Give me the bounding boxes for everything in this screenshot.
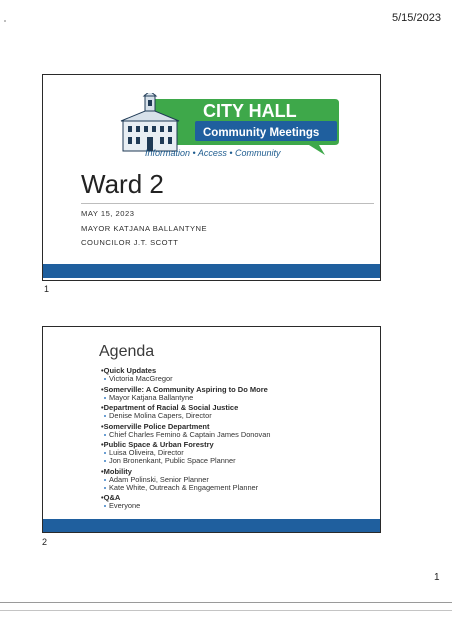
councilor-name: COUNCILOR J.T. SCOTT: [81, 238, 179, 247]
meeting-date: MAY 15, 2023: [81, 209, 135, 218]
agenda-presenter: Victoria MacGregor: [101, 375, 377, 383]
agenda-item: [101, 468, 377, 492]
agenda-presenter: Luisa Oliveira, Director: [101, 449, 377, 457]
page-number: 1: [434, 572, 440, 583]
agenda-item: [101, 441, 377, 465]
scan-speck: [4, 20, 6, 22]
agenda-heading: •Somerville Police Department: [101, 421, 210, 431]
scan-edge-line: [0, 602, 452, 603]
agenda-presenter: Denise Molina Capers, Director: [101, 412, 377, 420]
agenda-presenter: Everyone: [101, 502, 377, 510]
title-divider: [81, 203, 374, 204]
agenda-presenter: Jon Bronenkant, Public Space Planner: [101, 457, 377, 465]
agenda-item: [101, 494, 377, 510]
agenda-item: [101, 404, 377, 420]
slide-footer-band: [43, 519, 380, 533]
agenda-heading: •Somerville: A Community Aspiring to Do More: [101, 384, 268, 394]
slide-title: Ward 2: [81, 169, 164, 199]
agenda-list: [101, 367, 377, 513]
slide-number-1: 1: [44, 284, 50, 294]
slide-2: [42, 326, 381, 533]
slide-number-2: 2: [42, 537, 48, 547]
agenda-item: [101, 423, 377, 439]
agenda-heading: •Mobility: [101, 466, 132, 476]
slide-footer-band: [43, 264, 380, 278]
agenda-presenter: Chief Charles Femino & Captain James Donovan: [101, 431, 377, 439]
logo-line2: Community Meetings: [203, 127, 320, 139]
agenda-item: [101, 386, 377, 402]
scan-edge-line: [0, 610, 452, 611]
agenda-heading: •Public Space & Urban Forestry: [101, 440, 214, 449]
logo-line1: CITY HALL: [203, 101, 297, 121]
logo-tagline: Information • Access • Community: [145, 148, 281, 158]
slide-1: [42, 74, 381, 281]
agenda-title: Agenda: [99, 343, 155, 360]
mayor-name: MAYOR KATJANA BALLANTYNE: [81, 224, 208, 233]
agenda-presenter: Adam Polinski, Senior Planner: [101, 476, 377, 484]
agenda-heading: •Quick Updates: [101, 366, 157, 375]
agenda-heading: •Q&A: [101, 493, 121, 502]
agenda-presenter: Mayor Katjana Ballantyne: [101, 394, 377, 402]
agenda-heading: •Department of Racial & Social Justice: [101, 403, 239, 412]
page-date: 5/15/2023: [392, 12, 441, 24]
agenda-item: [101, 367, 377, 383]
agenda-presenter: Kate White, Outreach & Engagement Planner: [101, 484, 377, 492]
